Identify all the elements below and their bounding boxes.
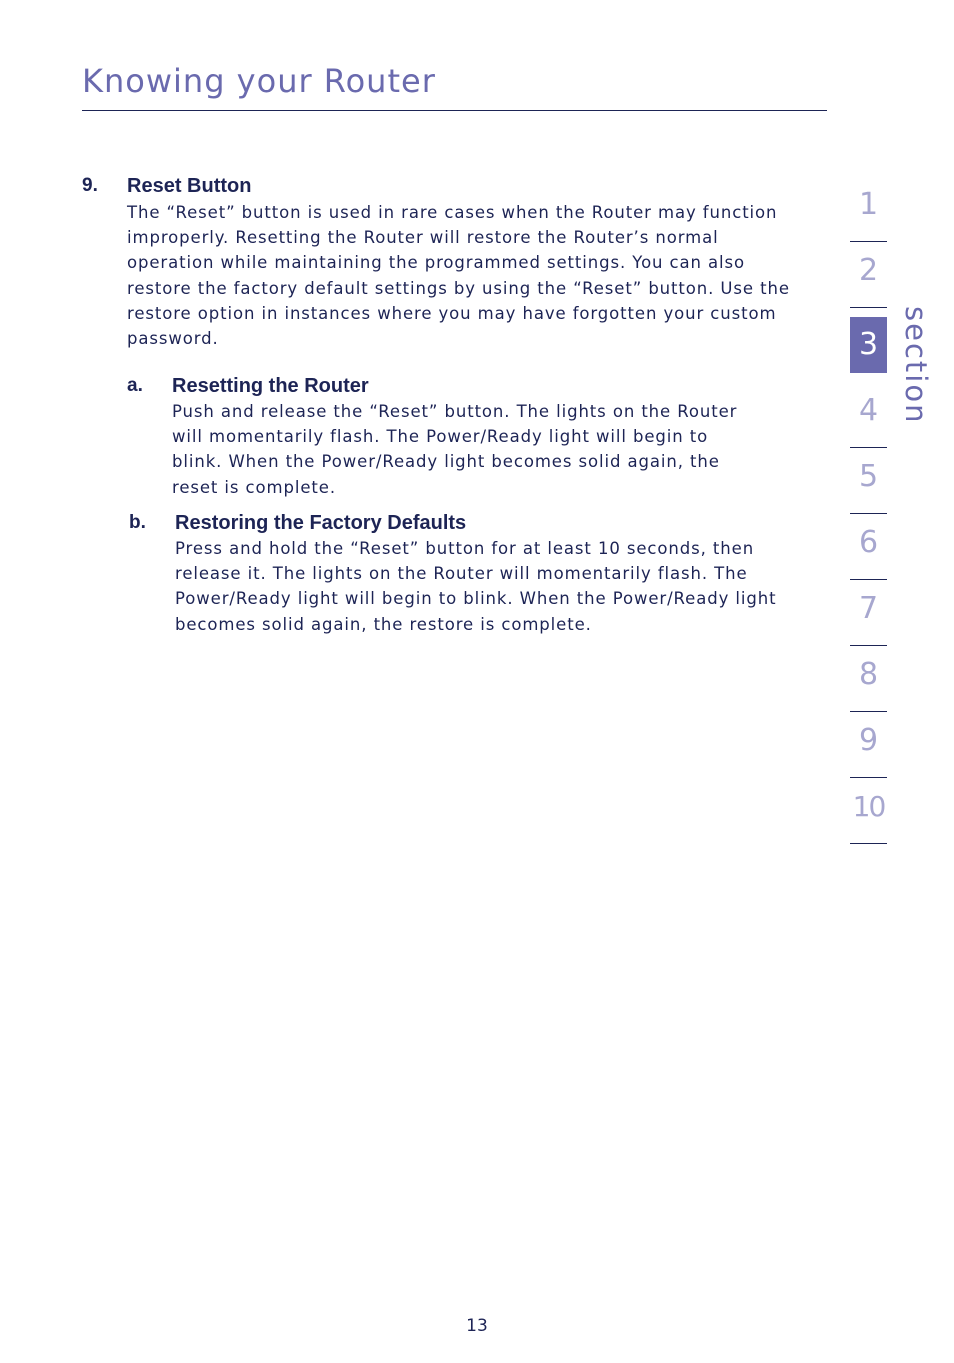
section-label: section bbox=[899, 306, 933, 425]
subitem-letter-b: b. bbox=[129, 512, 146, 533]
item-number: 9. bbox=[82, 175, 98, 196]
section-tab-10[interactable]: 10 bbox=[850, 779, 887, 844]
section-tab-7[interactable]: 7 bbox=[850, 581, 887, 646]
restoring-defaults-heading: Restoring the Factory Defaults bbox=[175, 512, 467, 534]
resetting-router-heading: Resetting the Router bbox=[172, 375, 369, 397]
page-title: Knowing your Router bbox=[82, 62, 436, 100]
reset-button-heading: Reset Button bbox=[127, 175, 252, 197]
title-divider bbox=[82, 110, 827, 111]
restoring-defaults-paragraph: Press and hold the “Reset” button for at least 10 seconds, then release it. The lights on the Router will momentarily flash. The Power/Ready light will begin to blink. When the Power/Ready light becomes solid again, the restore is complete. bbox=[175, 539, 777, 634]
section-tab-6[interactable]: 6 bbox=[850, 515, 887, 580]
subitem-letter-a: a. bbox=[127, 375, 143, 396]
page-number: 13 bbox=[466, 1316, 488, 1336]
section-tab-5[interactable]: 5 bbox=[850, 449, 887, 514]
reset-button-paragraph: The “Reset” button is used in rare cases when the Router may function improperly. Resetting the Router will restore the Router’s normal operation while maintaining the programmed settings. You can also restore the factory default settings by using the “Reset” button. Use the restore option in instances where you may have forgotten your custom password. bbox=[127, 203, 790, 349]
section-nav bbox=[850, 177, 887, 845]
section-tab-4[interactable]: 4 bbox=[850, 383, 887, 448]
section-tab-1[interactable]: 1 bbox=[850, 177, 887, 242]
section-tab-9[interactable]: 9 bbox=[850, 713, 887, 778]
section-tab-2[interactable]: 2 bbox=[850, 243, 887, 308]
section-tab-3-active[interactable]: 3 bbox=[850, 317, 887, 373]
section-tab-8[interactable]: 8 bbox=[850, 647, 887, 712]
resetting-router-paragraph: Push and release the “Reset” button. The lights on the Router will momentarily flash. The Power/Ready light will begin to blink. When the Power/Ready light becomes solid again, the reset is complete. bbox=[172, 402, 738, 497]
